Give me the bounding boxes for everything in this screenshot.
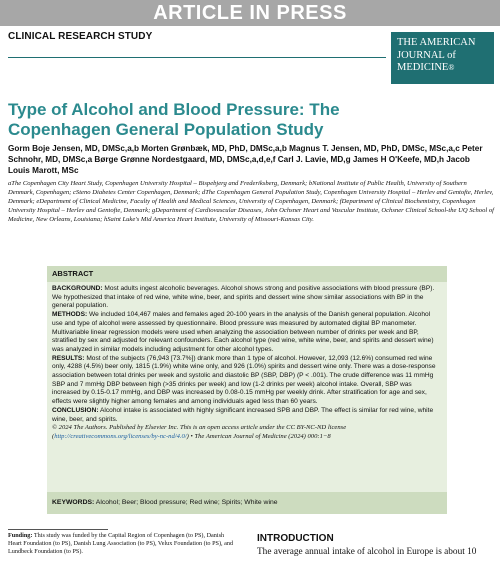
conclusion-text: Alcohol intake is associated with highly significant increased SPB and DBP. The effect is similar for red wine, white wine, beer, and spirits. bbox=[52, 406, 434, 423]
keywords-label: KEYWORDS: bbox=[52, 499, 95, 506]
journal-line-1: THE AMERICAN bbox=[397, 37, 476, 48]
copyright-pre: © 2024 The Authors. Published by Elsevier Inc. This is an open access article under the CC BY-NC-ND license ( bbox=[52, 424, 347, 440]
section-label: CLINICAL RESEARCH STUDY bbox=[8, 31, 153, 42]
registered-mark: ® bbox=[448, 63, 455, 72]
affiliations: aThe Copenhagen City Heart Study, Copenhagen University Hospital – Bispebjerg and Frederiksberg, Denmark; bNational Institute of Public Health, University of Southern Denmark, Copenhagen; cSteno Diabetes Center Copenhagen, Denmark; dThe Copenhagen General Population Study, Copenhagen University Hospital – Herlev and Gentofte, Herlev, Denmark; eDepartment of Clinical Medicine, Faculty of Health and Medical Sciences, University of Copenhagen, Denmark; fDepartment of Clinical Biochemistry, Copenhagen University Hospital – Herlev and Gentofte, Denmark; gDepartment of Cardiovascular Diseases, John Ochsner Heart and Vascular Institute, Ochsner Clinical School-the UQ School of Medicine, New Orleans, Louisiana; hSaint Luke's Mid America Heart Institute, University of Missouri-Kansas City. bbox=[8, 180, 494, 223]
background-label: BACKGROUND: bbox=[52, 285, 103, 292]
abstract-copyright bbox=[52, 424, 442, 441]
abstract-body bbox=[52, 285, 442, 442]
keywords-text: Alcohol; Beer; Blood pressure; Red wine; Spirits; White wine bbox=[94, 499, 278, 506]
license-link[interactable]: http://creativecommons.org/licenses/by-nc-nd/4.0/ bbox=[54, 432, 187, 440]
abstract-results bbox=[52, 355, 442, 407]
background-text: Most adults ingest alcoholic beverages. Alcohol shows strong and positive associations with blood pressure (BP). We hypothesized that intake of red wine, white wine, beer, and spirits and dessert wine show similar associations with BP in the general population. bbox=[52, 285, 435, 310]
abstract-heading: ABSTRACT bbox=[47, 266, 447, 282]
abstract-box bbox=[47, 266, 447, 514]
funding-footnote bbox=[8, 532, 236, 556]
journal-line-3: MEDICINE bbox=[397, 62, 449, 73]
methods-text: We included 104,467 males and females aged 20-100 years in the analysis of the Danish general population. Alcohol use and type of alcohol were assessed by questionnaire. Blood pressure was measured by automated digital BP manometer. Multivariable linear regression models were used when analyzing the association between number of drinks per week and BP, stratified by sex and adjusted for relevant confounders. Each alcohol type (red wine, white wine, beer, and spirits and dessert wine) was analyzed in similar models including adjustment for other alcohol types. bbox=[52, 311, 434, 353]
funding-text: This study was funded by the Capital Region of Copenhagen (to PS), Danish Heart Foundation (to PS), Danish Lung Association (to PS), Velux Foundation (to PS), and Lundbeck Foundation (to PS). bbox=[8, 532, 234, 555]
journal-line-2: JOURNAL bbox=[397, 49, 445, 61]
introduction-heading: INTRODUCTION bbox=[257, 533, 334, 544]
journal-logo bbox=[391, 32, 494, 84]
abstract-background bbox=[52, 285, 442, 311]
abstract-conclusion bbox=[52, 407, 442, 424]
copyright-post: ) • The American Journal of Medicine (2024) 000:1−8 bbox=[186, 432, 331, 440]
results-label: RESULTS: bbox=[52, 354, 85, 362]
footnote-rule bbox=[8, 529, 108, 530]
author-list: Gorm Boje Jensen, MD, DMSc,a,b Morten Grønbæk, MD, PhD, DMSc,a,b Magnus T. Jensen, MD, PhD, DMSc, MSc,a,c Peter Schnohr, MD, DMSc,a Børge Grønne Nordestgaard, MD, DMSc,a,d,e,f Carl J. Lavie, MD,g James H O'Keefe, MD,h Jacob Louis Marott, MSc bbox=[8, 144, 483, 175]
results-text: Most of the subjects (76,943 [73.7%]) drank more than 1 type of alcohol. However, 12,093 (12.6%) consumed red wine only, 4288 (4.5%) beer only, 1815 (1.9%) white wine only, and 926 (1.0%) spirits and dessert wine only. There was a dose-response association between total drinks per week and systolic and diastolic BP (SBP, DBP) (P < .001). The crude difference was 11 mmHg SBP and 7 mmHg DBP between high (>35 drinks per week) and low (1-2 drinks per week) alcohol intake. Overall, SBP was increased by 0.15-0.17 mmHg, and DBP was increased by 0.08-0.15 mmHg per weekly drink. After stratification for age and sex, effects were slightly higher among females and among individuals aged less than 60 years. bbox=[52, 354, 436, 406]
header-rule bbox=[8, 57, 386, 58]
article-title: Type of Alcohol and Blood Pressure: The Copenhagen General Population Study bbox=[8, 100, 340, 139]
methods-label: METHODS: bbox=[52, 311, 88, 319]
conclusion-label: CONCLUSION: bbox=[52, 406, 99, 414]
introduction-text: The average annual intake of alcohol in Europe is about 10 bbox=[257, 547, 477, 557]
abstract-methods bbox=[52, 311, 442, 355]
article-in-press-banner: ARTICLE IN PRESS bbox=[0, 0, 500, 26]
journal-line-2-suffix: of bbox=[447, 49, 456, 61]
keywords-band bbox=[47, 492, 447, 514]
funding-label: Funding: bbox=[8, 532, 33, 539]
